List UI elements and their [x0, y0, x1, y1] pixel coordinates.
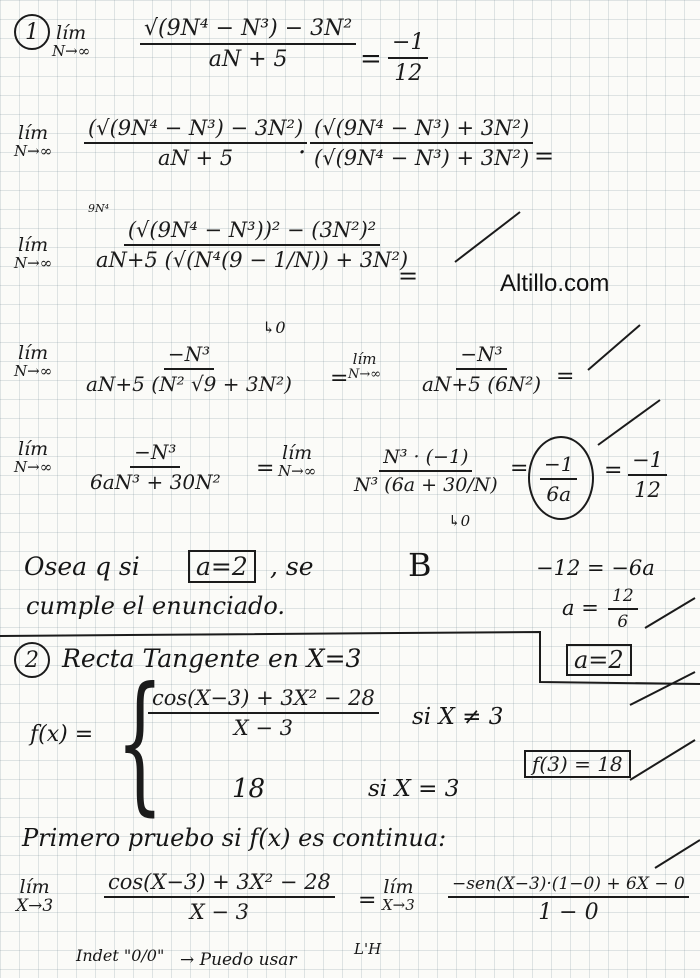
- continuity-fraction-1: [104, 870, 335, 924]
- tends-to-zero-note: ↳0: [448, 512, 471, 530]
- continuity-limit-2: [382, 878, 415, 914]
- lim-word: lím: [383, 876, 414, 898]
- lim-word: lím: [352, 350, 377, 368]
- step4-limit: [14, 440, 52, 476]
- equals-sign: =: [358, 888, 377, 913]
- denominator: X − 3: [189, 900, 250, 924]
- f3-boxed-value: f(3) = 18: [524, 750, 631, 778]
- lhopital-label: L'H: [354, 940, 382, 958]
- numerator: −sen(X−3)·(1−0) + 6X − 0: [448, 874, 689, 898]
- numerator: −N³: [456, 342, 506, 370]
- numerator: cos(X−3) + 3X² − 28: [104, 870, 335, 898]
- denominator: N³ (6a + 30/N): [354, 474, 498, 496]
- conclusion-line-1: Osea q si: [24, 552, 140, 581]
- problem-2-title: Recta Tangente en X=3: [62, 644, 362, 673]
- step4-limit-2: [278, 444, 316, 480]
- numerator: −1: [540, 452, 577, 480]
- step4-fraction-1: [86, 440, 225, 494]
- lim-sub: N→∞: [14, 361, 53, 380]
- lim-sub: N→∞: [348, 366, 382, 382]
- lim-sub: N→∞: [278, 461, 317, 480]
- problem-2-number: 2: [14, 642, 50, 678]
- equals-sign: =: [556, 364, 575, 389]
- multiply-dot: ·: [298, 138, 307, 168]
- lim-sub: X→3: [16, 895, 54, 916]
- lim-sub: N→∞: [14, 457, 53, 476]
- continuity-line: Primero pruebo si f(x) es continua:: [22, 824, 447, 852]
- denominator: 6aN³ + 30N²: [90, 470, 221, 494]
- equals-sign: =: [398, 262, 419, 290]
- calc-line-2: a =: [562, 596, 599, 620]
- numerator: −N³: [130, 440, 180, 468]
- lim-word: lím: [282, 442, 313, 464]
- denominator: aN+5 (√(N⁴(9 − 1/N)) + 3N²): [96, 248, 409, 272]
- lim-sub: N→∞: [52, 41, 91, 60]
- equals-sign: =: [256, 456, 275, 481]
- step3-limit: [14, 344, 52, 380]
- answer-letter: B: [408, 546, 432, 584]
- equals-sign: =: [534, 142, 555, 170]
- denominator: (√(9N⁴ − N³) + 3N²): [314, 146, 530, 170]
- final-boxed-answer: a=2: [566, 644, 632, 676]
- numerator: cos(X−3) + 3X² − 28: [148, 686, 379, 714]
- equals-sign: =: [360, 44, 382, 74]
- step4-result: [628, 448, 667, 502]
- step1-fraction-2: [310, 116, 533, 170]
- tends-to-zero-note: ↳0: [262, 318, 286, 337]
- denominator: aN + 5: [157, 146, 234, 170]
- statement-limit: [52, 24, 90, 60]
- case-1-condition: si X ≠ 3: [412, 704, 504, 730]
- denominator: 1 − 0: [538, 900, 599, 925]
- numerator: (√(9N⁴ − N³) − 3N²): [84, 116, 307, 144]
- step3-fraction-2: [418, 342, 545, 396]
- denominator: aN+5 (N² √9 + 3N²): [86, 372, 292, 396]
- numerator: √(9N⁴ − N³) − 3N²: [140, 16, 356, 45]
- function-label: f(x) =: [30, 722, 94, 747]
- step1-fraction-1: [84, 116, 307, 170]
- denominator: X − 3: [233, 716, 294, 740]
- piecewise-brace: {: [116, 656, 164, 830]
- numerator: −N³: [164, 342, 214, 370]
- continuity-limit: [16, 878, 53, 916]
- step2-limit: [14, 236, 52, 272]
- boxed-answer: a=2: [188, 550, 256, 583]
- case-1-fraction: [148, 686, 379, 740]
- step3-limit-2: [348, 352, 381, 381]
- lim-sub: N→∞: [14, 253, 53, 272]
- conclusion-line-1-end: , se: [270, 552, 314, 581]
- numerator: (√(9N⁴ − N³) + 3N²): [310, 116, 533, 144]
- step4-fraction-2: [350, 446, 502, 496]
- lim-sub: N→∞: [14, 141, 53, 160]
- denominator: 6: [617, 612, 629, 632]
- lim-word: lím: [56, 22, 87, 44]
- step3-fraction-1: [82, 342, 296, 396]
- superscript-note: 9N⁴: [88, 202, 110, 215]
- statement-result: [388, 30, 428, 86]
- problem-1-number: 1: [14, 14, 50, 50]
- numerator: 12: [608, 586, 638, 610]
- circled-fraction: [540, 452, 577, 506]
- step2-fraction: [92, 218, 412, 272]
- watermark: Altillo.com: [500, 270, 610, 297]
- lim-word: lím: [18, 438, 49, 460]
- equals-sign: =: [510, 456, 529, 481]
- numerator: −1: [388, 30, 428, 59]
- denominator: aN + 5: [208, 47, 288, 72]
- lim-sub: X→3: [382, 895, 415, 914]
- lim-word: lím: [18, 234, 49, 256]
- lhopital-note: → Puedo usar: [180, 950, 297, 970]
- circled-result: [528, 436, 594, 520]
- case-2-condition: si X = 3: [368, 776, 460, 802]
- denominator: 12: [634, 478, 661, 502]
- indeterminate-note: Indet "0/0": [76, 946, 165, 965]
- equals-sign: =: [604, 458, 623, 483]
- conclusion-line-2: cumple el enunciado.: [26, 592, 286, 620]
- calc-line-1: −12 = −6a: [536, 556, 655, 580]
- calc-fraction: [608, 586, 638, 632]
- lim-word: lím: [19, 876, 50, 898]
- lim-word: lím: [18, 122, 49, 144]
- step1-limit: [14, 124, 52, 160]
- numerator: (√(9N⁴ − N³))² − (3N²)²: [124, 218, 380, 246]
- denominator: aN+5 (6N²): [422, 372, 542, 396]
- case-2-value: 18: [232, 774, 266, 804]
- continuity-fraction-2: [448, 874, 689, 925]
- numerator: N³ · (−1): [379, 446, 472, 472]
- lim-word: lím: [18, 342, 49, 364]
- numerator: −1: [628, 448, 667, 476]
- denominator: 6a: [546, 482, 572, 506]
- statement-fraction: [140, 16, 356, 72]
- equals-sign: =: [330, 366, 349, 391]
- denominator: 12: [394, 61, 423, 86]
